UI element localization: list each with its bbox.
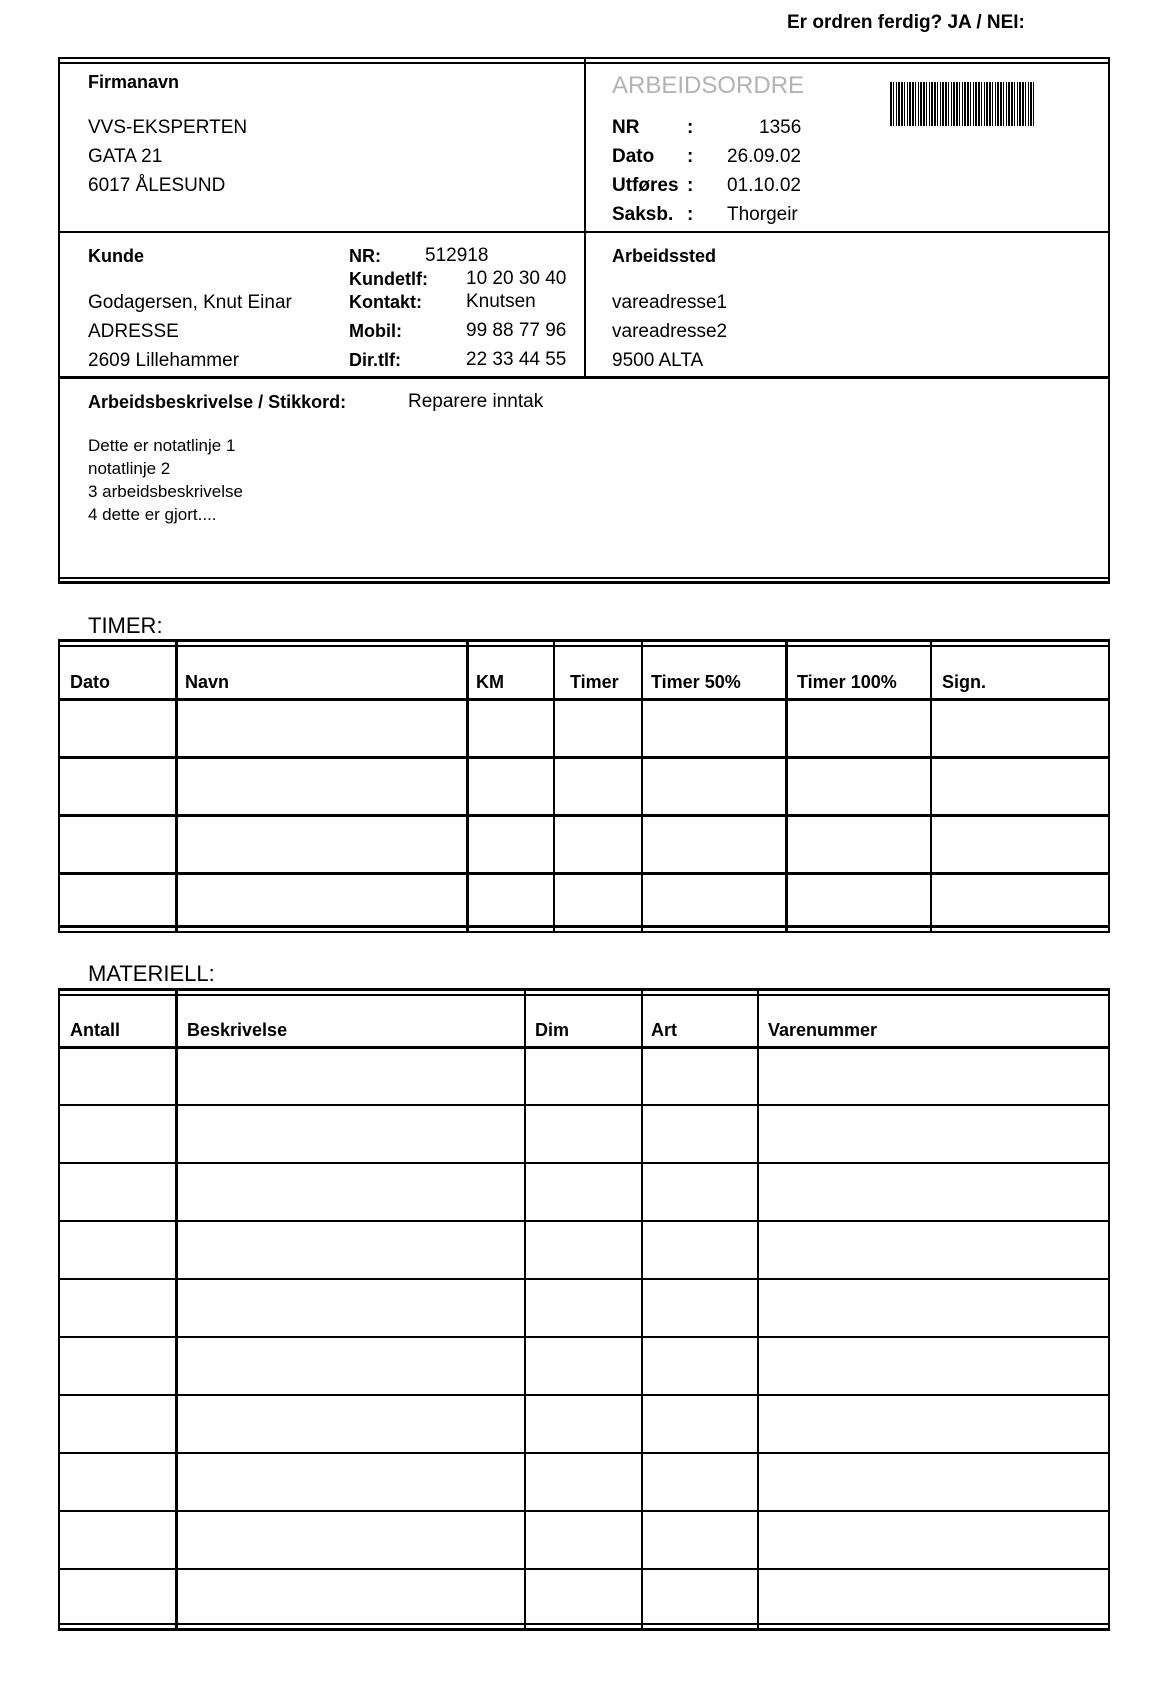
worksite-line-1: vareadresse1 [612, 292, 728, 313]
order-nr-label: NR [612, 117, 640, 138]
customer-nr-value: 512918 [425, 245, 489, 266]
order-handler-sep: : [687, 204, 694, 225]
timer-col-timer: Timer [570, 672, 619, 692]
customer-direct-value: 22 33 44 55 [466, 349, 567, 370]
timer-col-km: KM [476, 672, 504, 692]
note-line-4: 4 dette er gjort.... [88, 505, 217, 524]
order-handler-value: Thorgeir [727, 204, 798, 225]
timer-title: TIMER: [88, 613, 163, 638]
timer-col-timer50: Timer 50% [651, 672, 741, 692]
materiell-title: MATERIELL: [88, 961, 215, 986]
order-finished-question: Er ordren ferdig? JA / NEI: [787, 12, 1025, 33]
document-title: ARBEIDSORDRE [612, 72, 805, 99]
customer-nr-label: NR: [349, 246, 381, 266]
timer-col-dato: Dato [70, 672, 110, 692]
order-handler-label: Saksb. [612, 204, 674, 225]
note-line-1: Dette er notatlinje 1 [88, 436, 236, 455]
order-execute-sep: : [687, 175, 694, 196]
description-keyword: Reparere inntak [408, 391, 544, 412]
customer-name: Godagersen, Knut Einar [88, 292, 292, 313]
timer-col-sign: Sign. [942, 672, 986, 692]
worksite-city: 9500 ALTA [612, 350, 704, 371]
customer-contact-label: Kontakt: [349, 292, 422, 312]
mat-col-antall: Antall [70, 1020, 121, 1040]
company-label: Firmanavn [88, 72, 180, 92]
customer-direct-label: Dir.tlf: [349, 350, 401, 370]
order-execute-label: Utføres [612, 175, 679, 196]
company-street: GATA 21 [88, 146, 163, 167]
order-execute-value: 01.10.02 [727, 175, 801, 196]
mat-col-beskrivelse: Beskrivelse [187, 1020, 288, 1040]
customer-phone-value: 10 20 30 40 [466, 268, 567, 289]
customer-city: 2609 Lillehammer [88, 350, 240, 371]
company-city: 6017 ÅLESUND [88, 175, 226, 196]
timer-col-timer100: Timer 100% [797, 672, 897, 692]
order-date-label: Dato [612, 146, 655, 167]
order-date-sep: : [687, 146, 694, 167]
customer-mobile-label: Mobil: [349, 321, 402, 341]
worksite-line-2: vareadresse2 [612, 321, 728, 342]
company-name: VVS-EKSPERTEN [88, 117, 248, 138]
note-line-2: notatlinje 2 [88, 459, 171, 478]
timer-col-navn: Navn [185, 672, 230, 692]
note-line-3: 3 arbeidsbeskrivelse [88, 482, 243, 501]
barcode-icon [890, 82, 1034, 126]
mat-col-varenummer: Varenummer [768, 1020, 878, 1040]
customer-address: ADRESSE [88, 321, 179, 342]
mat-col-art: Art [651, 1020, 677, 1040]
order-nr-sep: : [687, 117, 694, 138]
order-nr-value: 1356 [759, 117, 802, 138]
customer-mobile-value: 99 88 77 96 [466, 320, 567, 341]
customer-label: Kunde [88, 246, 144, 266]
customer-phone-label: Kundetlf: [349, 269, 428, 289]
customer-contact-value: Knutsen [466, 291, 536, 312]
order-date-value: 26.09.02 [727, 146, 801, 167]
worksite-label: Arbeidssted [612, 246, 717, 266]
description-label: Arbeidsbeskrivelse / Stikkord: [88, 392, 347, 412]
mat-col-dim: Dim [535, 1020, 570, 1040]
